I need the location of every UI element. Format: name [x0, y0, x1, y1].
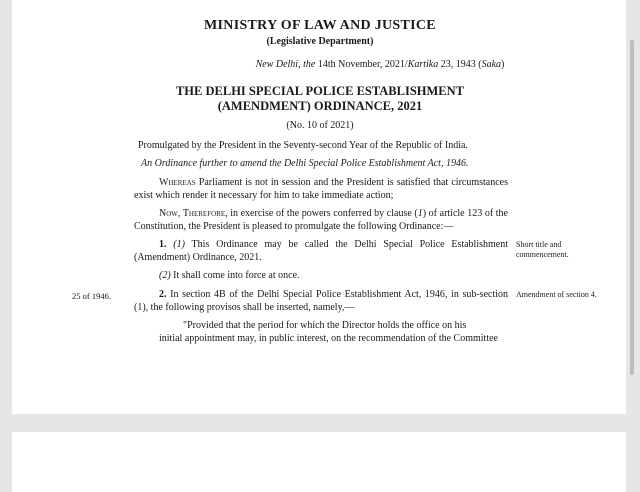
now-therefore-paragraph: [134, 207, 508, 233]
proviso-line-2: initial appointment may, in public interest, on the recommendation of the Committee: [159, 333, 498, 344]
margin-note-act-reference: 25 of 1946.: [72, 291, 111, 301]
whereas-paragraph: [134, 176, 508, 202]
margin-note-amendment: Amendment of section 4.: [516, 290, 597, 299]
proviso-line-1: "Provided that the period for which the Director holds the office on his: [183, 320, 467, 331]
next-document-page: [12, 432, 626, 492]
section-2-text: In section 4B of the Delhi Special Police Establishment Act, 1946, in sub-section (1), the following provisos shall be inserted, namely,—: [134, 289, 508, 313]
promulgation-line: Promulgated by the President in the Seventy-second Year of the Republic of India.: [138, 140, 468, 151]
ministry-heading: MINISTRY OF LAW AND JUSTICE: [204, 18, 436, 33]
now-therefore-text2: ) of article 123 of the Constitution, the President is pleased to promulgate the following Ordinance:—: [134, 208, 509, 232]
margin-note-short-title: Short title and commencement.: [516, 240, 569, 259]
section-1-number: 1.: [159, 239, 167, 250]
dateline-year: , 2021/: [379, 59, 408, 70]
now-therefore-lead: Now, Therefore: [159, 208, 226, 219]
section-2-number: 2.: [159, 289, 167, 300]
dateline-date: 14th November: [317, 59, 380, 70]
dateline: [0, 59, 640, 70]
whereas-text: Parliament is not in session and the President is satisfied that circumstances exist which render it necessary for him to take immediate action;: [134, 177, 508, 201]
section-2: [134, 288, 508, 314]
long-title: An Ordinance further to amend the Delhi Special Police Establishment Act, 1946.: [141, 158, 469, 169]
section-1-2: [159, 269, 300, 282]
ordinance-title: [0, 84, 640, 114]
department-heading: (Legislative Department): [266, 36, 374, 47]
dateline-kartika: Kartika: [407, 59, 439, 70]
section-1-sub-2: (2): [159, 270, 171, 281]
dateline-place: New Delhi, the: [255, 59, 318, 70]
whereas-lead: Whereas: [159, 177, 196, 188]
ordinance-title-line1: THE DELHI SPECIAL POLICE ESTABLISHMENT: [175, 84, 465, 98]
section-1-sub-1: (1): [173, 239, 185, 250]
section-1-1: [134, 238, 508, 264]
section-1-1-text: This Ordinance may be called the Delhi Special Police Establishment (Amendment) Ordinance, 2021.: [134, 239, 509, 263]
now-therefore-clause: 1: [417, 208, 423, 219]
section-1-2-text: It shall come into force at once.: [170, 270, 300, 281]
dateline-saka-year: 23, 1943 (: [438, 59, 482, 70]
ordinance-number: (No. 10 of 2021): [286, 120, 354, 131]
ordinance-title-line2: (AMENDMENT) ORDINANCE, 2021: [217, 99, 423, 113]
dateline-saka: Saka: [481, 59, 502, 70]
dateline-close: ): [501, 59, 505, 70]
now-therefore-text1: , in exercise of the powers conferred by clause (: [225, 208, 418, 219]
